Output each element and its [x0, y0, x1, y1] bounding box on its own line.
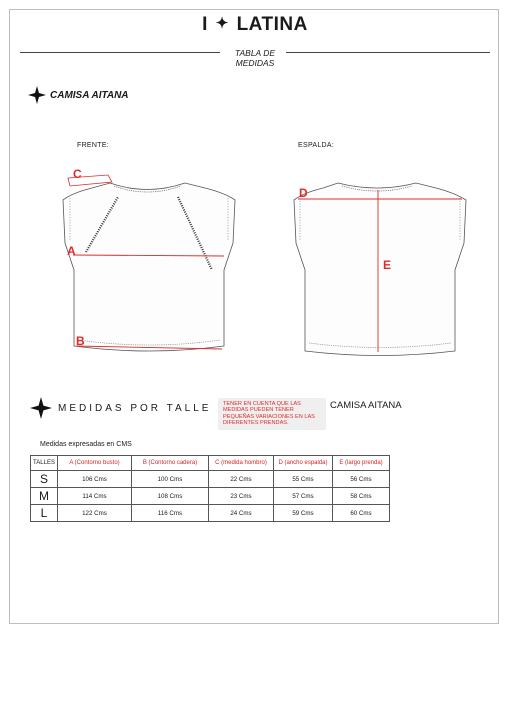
model-title: CAMISA AITANA: [28, 86, 129, 104]
table-cell: 59 Cms: [274, 505, 333, 522]
table-cell: 57 Cms: [274, 488, 333, 505]
table-row: [31, 488, 390, 505]
table-cell: 22 Cms: [209, 471, 274, 488]
marker-e: E: [383, 258, 392, 272]
table-caption: Medidas expresadas en CMS: [40, 441, 132, 448]
four-point-star-icon: [30, 397, 52, 419]
section-model-name: CAMISA AITANA: [330, 400, 402, 411]
front-garment: [63, 183, 235, 351]
variation-note: TENER EN CUENTA QUE LAS MEDIDAS PUEDEN TENER PEQUEÑAS VARIACIONES EN LAS DIFERENTES PRENDAS.: [218, 398, 326, 430]
four-point-star-icon: ✦: [215, 15, 229, 32]
marker-b: B: [76, 334, 85, 348]
size-cell: L: [31, 505, 58, 522]
table-cell: 55 Cms: [274, 471, 333, 488]
back-label: ESPALDA:: [298, 142, 335, 149]
header-cell: A (Contorno busto): [58, 456, 132, 471]
table-cell: 56 Cms: [333, 471, 390, 488]
table-cell: 108 Cms: [132, 488, 209, 505]
table-cell: 24 Cms: [209, 505, 274, 522]
size-cell: S: [31, 471, 58, 488]
brand-name: LATINA: [236, 14, 308, 35]
table-cell: 23 Cms: [209, 488, 274, 505]
size-table: [30, 455, 390, 522]
table-row: [31, 471, 390, 488]
table-cell: 58 Cms: [333, 488, 390, 505]
page-subtitle: TABLA DE MEDIDAS: [234, 48, 276, 68]
table-cell: 106 Cms: [58, 471, 132, 488]
size-cell: M: [31, 488, 58, 505]
table-cell: 60 Cms: [333, 505, 390, 522]
table-cell: 114 Cms: [58, 488, 132, 505]
marker-c: C: [73, 167, 82, 181]
back-garment: [294, 183, 466, 356]
table-row: [31, 505, 390, 522]
table-cell: 100 Cms: [132, 471, 209, 488]
table-header-row: [31, 456, 390, 471]
brand-letter: I: [202, 14, 208, 35]
header-cell: TALLES: [31, 456, 58, 471]
table-cell: 116 Cms: [132, 505, 209, 522]
table-cell: 122 Cms: [58, 505, 132, 522]
header-cell: C (medida hombro): [209, 456, 274, 471]
marker-d: D: [299, 186, 308, 200]
header-cell: D (ancho espalda): [274, 456, 333, 471]
marker-a: A: [67, 244, 76, 258]
header-cell: B (Contorno cadera): [132, 456, 209, 471]
header-cell: E (largo prenda): [333, 456, 390, 471]
front-label: FRENTE:: [77, 142, 110, 149]
section-title: MEDIDAS POR TALLE: [30, 397, 211, 419]
